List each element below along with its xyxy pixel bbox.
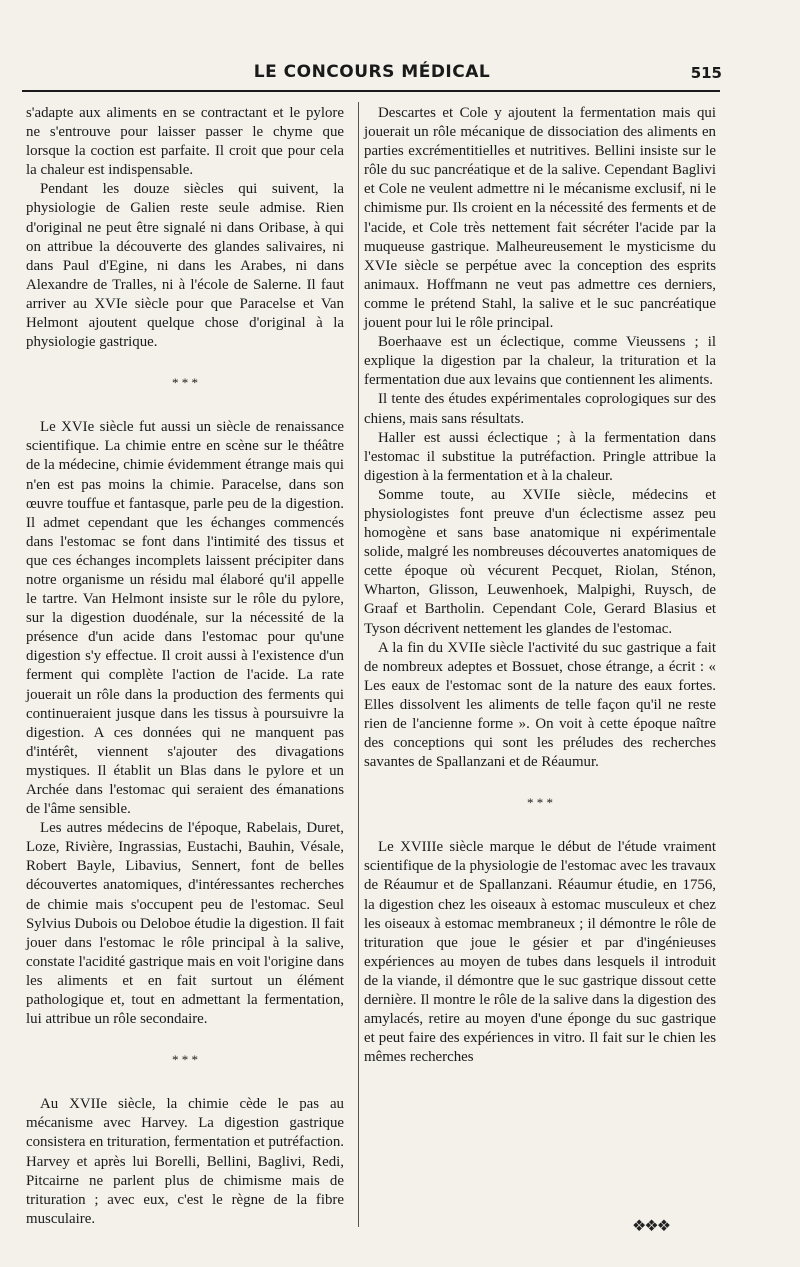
paragraph: Le XVIIIe siècle marque le début de l'étude vraiment scientifique de la physiologie de l'estomac avec les travaux de Réaumur et de Spallanzani. Réaumur étudie, en 1756, la digestion chez les oiseaux à estomac musculeux et chez les oiseaux à estomac membraneux ; il démontre le rôle de trituration que joue le gésier et par d'ingénieuses expériences au moyen de tubes dans lesquels il introduit de la viande, il démontre que le suc gastrique dissout cette dernière. Il montre le rôle de la salive dans la digestion des amylacés, retire au moyen d'une éponge du suc gastrique et peut faire des expériences in vitro. Il fait sur le chien les mêmes recherches [364, 839, 716, 1066]
paragraph: Haller est aussi éclectique ; à la fermentation dans l'estomac il substitue la putréfaction. Pringle attribue la digestion à la fermentation et à la chaleur. [364, 429, 716, 484]
left-column [26, 104, 344, 1229]
paragraph: Somme toute, au XVIIe siècle, médecins et physiologistes font preuve d'un éclectisme assez peu homogène et sans base anatomique ni expérimentale solide, malgré les nombreuses découvertes anatomiques de cette époque où vécurent Pecquet, Riolan, Sténon, Wharton, Glisson, Leuwenhoek, Malpighi, Ruysch, de Graaf et Bartholin. Cependant Cole, Gerard Blasius et Tyson décrivent nettement les glandes de l'estomac. [364, 486, 716, 637]
paragraph: Pendant les douze siècles qui suivent, la physiologie de Galien reste seule admise. Rien d'original ne peut être signalé ni dans Oribase, à qui on attribue la découverte des glandes salivaires, ni dans Paul d'Egine, ni dans les Arabes, ni dans Alexandre de Tralles, ni à l'école de Salerne. Il faut arriver au XVIe siècle pour que Paracelse et Van Helmont ajoutent quelque chose d'original à la physiologie gastrique. [26, 181, 344, 351]
paragraph: Descartes et Cole y ajoutent la fermentation mais qui jouerait un rôle mécanique de dissociation des aliments en parties excrémentitielles et nutritives. Bellini insiste sur le rôle du suc pancréatique et de la salive. Cependant Baglivi et Cole ne veulent admettre ni le mécanisme exclusif, ni le chimisme pur. Ils croient en la nécessité des ferments et de l'acide, et Cole très nettement fait sécréter l'acide par la muqueuse gastrique. Malheureusement le mysticisme du XVIe siècle se perpétue avec la conception des esprits animaux. Hoffmann ne veut pas admettre ces derniers, comme le prétend Stahl, la salive et le suc pancréatique jouent pour lui le rôle principal. [364, 105, 716, 332]
section-separator: * * * [172, 375, 198, 391]
paragraph: s'adapte aux aliments en se contractant et le pylore ne s'entrouve pour laisser passer le chyme que lorsque la coction est parfaite. Il croit que pour cela la chaleur est indispensable. [26, 105, 344, 179]
running-title: LE CONCOURS MÉDICAL [253, 62, 491, 82]
header-rule [22, 90, 720, 92]
section-separator: * * * [527, 795, 553, 811]
page-header [22, 56, 722, 90]
paragraph: Le XVIe siècle fut aussi un siècle de renaissance scientifique. La chimie entre en scène sur le théâtre de la médecine, chimie évidemment étrange mais qui n'en est pas moins la chimie. Paracelse, dans son œuvre touffue et fantasque, parle peu de la digestion. Il admet cependant que les échanges commencés dans l'estomac se font dans l'intimité des tissus et que ces échanges incomplets laissent précipiter dans notre organisme un résidu mal élaboré qu'il appelle le tartre. Van Helmont insiste sur le rôle du pylore, sur la digestion duodénale, sur la nécessité de la présence d'un acide dans l'estomac pour qu'une digestion s'y effectue. Il croit aussi à l'existence d'un ferment qui complète l'action de l'acide. La rate jouerait un rôle dans la production des ferments qui continueraient jusque dans les tissus à poursuivre la digestion. A ces données qui ne manquent pas d'intérêt, viennent s'ajouter des divagations mystiques. Il établit un Blas dans le pylore et un Archée dans l'estomac qui seraient des émanations de l'âme sensible. [26, 419, 344, 818]
paragraph: A la fin du XVIIe siècle l'activité du suc gastrique a fait de nombreux adeptes et Bossuet, chose étrange, a écrit : « Les eaux de l'estomac sont de la nature des eaux fortes. Elles dissolvent les aliments de telle façon qu'il ne reste rien de l'ancienne forme ». On voit à cette époque naître des conceptions qui sont les préludes des recherches savantes de Spallanzani et de Réaumur. [364, 639, 716, 771]
section-separator: * * * [172, 1052, 198, 1068]
paragraph: Au XVIIe siècle, la chimie cède le pas au mécanisme avec Harvey. La digestion gastrique consistera en trituration, fermentation et putréfaction. Harvey et après lui Borelli, Bellini, Baglivi, Redi, Pitcairne ne parlent plus de chimisme mais de trituration ; avec eux, c'est le règne de la fibre musculaire. [26, 1096, 344, 1227]
right-column [364, 104, 716, 1067]
column-divider [358, 102, 359, 1227]
paragraph: Les autres médecins de l'époque, Rabelais, Duret, Loze, Rivière, Ingrassias, Eustachi, Bauhin, Vésale, Robert Bayle, Libavius, Sennert, font de belles découvertes anatomiques, d'intéressantes recherches de chimie mais s'occupent peu de l'estomac. Seul Sylvius Dubois ou Deloboe étudie la digestion. Il fait jouer dans l'estomac le rôle principal à la salive, constate l'acidité gastrique mais en voit l'origine dans les aliments et en fait surtout un élément pathologique et, tout en admettant la fermentation, lui attribue un rôle secondaire. [26, 820, 344, 1028]
ornament-icon: ❖❖❖ [632, 1216, 670, 1235]
page-number: 515 [690, 64, 722, 82]
paragraph: Il tente des études expérimentales coprologiques sur des chiens, mais sans résultats. [364, 391, 716, 427]
paragraph: Boerhaave est un éclectique, comme Vieussens ; il explique la digestion par la chaleur, la trituration et la fermentation due aux levains que contiennent les aliments. [364, 334, 716, 389]
